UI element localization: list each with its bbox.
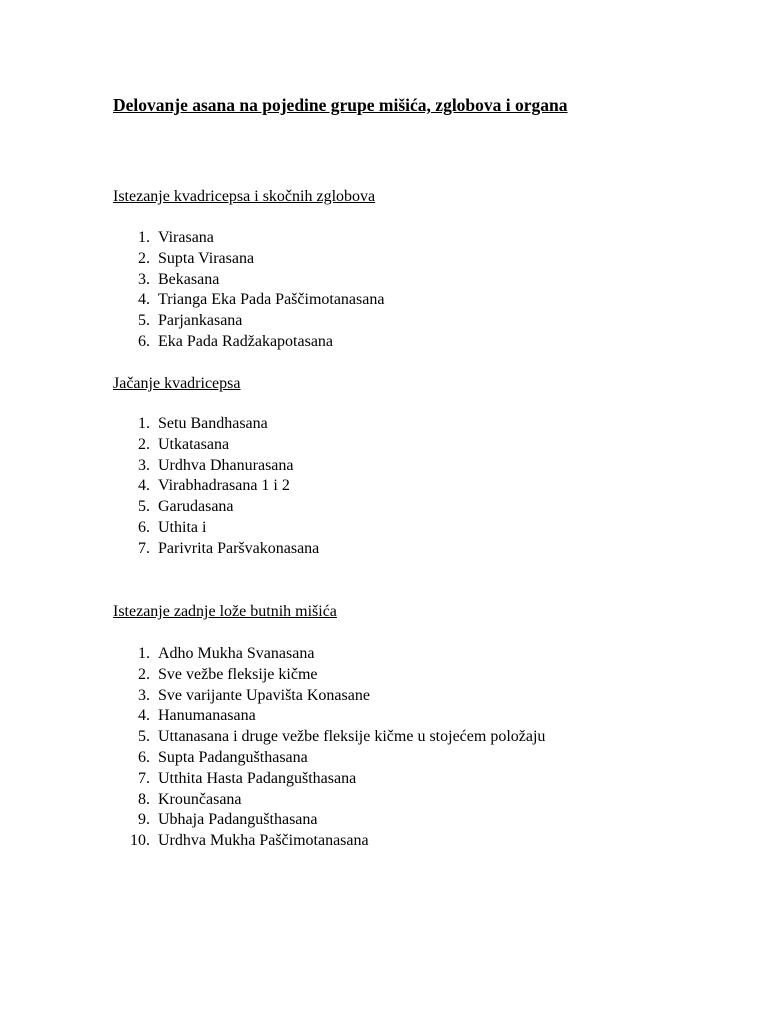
list-item bbox=[113, 769, 545, 790]
list-item-number: 3. bbox=[138, 456, 150, 474]
list-item-label: Urdhva Dhanurasana bbox=[158, 456, 294, 474]
list-item-number: 1. bbox=[138, 229, 150, 246]
list-item-label: Hanumanasana bbox=[158, 707, 256, 725]
list-item-label: Urdhva Mukha Paščimotanasana bbox=[158, 832, 369, 850]
list-item-label: Virasana bbox=[158, 229, 214, 246]
list-item bbox=[113, 831, 545, 852]
list-item-number: 5. bbox=[138, 728, 150, 746]
list-item-number: 6. bbox=[138, 748, 150, 766]
list-item-label: Utkatasana bbox=[158, 435, 230, 453]
list-item bbox=[113, 414, 319, 435]
asana-list-quadriceps-ankle-stretch bbox=[113, 228, 384, 353]
section-heading-hamstring-stretch: Istezanje zadnje lože butnih mišića bbox=[113, 603, 337, 620]
list-item-number: 5. bbox=[138, 498, 150, 516]
list-item-number: 4. bbox=[138, 477, 150, 495]
list-item bbox=[113, 497, 319, 518]
list-item-number: 1. bbox=[138, 645, 150, 662]
section-heading-quadriceps-strengthening: Jačanje kvadricepsa bbox=[113, 375, 241, 392]
list-item-label: Bekasana bbox=[158, 270, 220, 288]
list-item bbox=[113, 456, 319, 477]
list-item-number: 2. bbox=[138, 435, 150, 453]
list-item-number: 2. bbox=[138, 665, 150, 683]
list-item-label: Supta Virasana bbox=[158, 249, 255, 267]
list-item bbox=[113, 435, 319, 456]
list-item-label: Krounčasana bbox=[158, 790, 242, 808]
list-item-label: Uttanasana i druge vežbe fleksije kičme u stojećem položaju bbox=[158, 728, 546, 746]
list-item bbox=[113, 270, 384, 291]
list-item bbox=[113, 476, 319, 497]
list-item-label: Sve vežbe fleksije kičme bbox=[158, 665, 318, 683]
section-heading-quadriceps-ankle-stretch: Istezanje kvadricepsa i skočnih zglobova bbox=[113, 188, 376, 205]
list-item-number: 1. bbox=[138, 415, 150, 432]
list-item bbox=[113, 644, 545, 665]
list-item bbox=[113, 748, 545, 769]
list-item bbox=[113, 810, 545, 831]
list-item-label: Eka Pada Radžakapotasana bbox=[158, 332, 334, 350]
list-item-label: Supta Padangušthasana bbox=[158, 748, 308, 766]
list-item bbox=[113, 706, 545, 727]
asana-list-quadriceps-strengthening bbox=[113, 414, 319, 560]
list-item-number: 4. bbox=[138, 291, 150, 309]
list-item-label: Virabhadrasana 1 i 2 bbox=[158, 477, 290, 495]
list-item bbox=[113, 518, 319, 539]
list-item-number: 3. bbox=[138, 270, 150, 288]
list-item bbox=[113, 686, 545, 707]
list-item-number: 6. bbox=[138, 332, 150, 350]
list-item-number: 4. bbox=[138, 707, 150, 725]
list-item-label: Setu Bandhasana bbox=[158, 415, 268, 432]
list-item-number: 2. bbox=[138, 249, 150, 267]
list-item-label: Utthita Hasta Padangušthasana bbox=[158, 769, 357, 787]
list-item bbox=[113, 228, 384, 249]
list-item-number: 5. bbox=[138, 312, 150, 330]
list-item-label: Uthita i bbox=[158, 518, 207, 536]
asana-list-hamstring-stretch bbox=[113, 644, 545, 852]
list-item bbox=[113, 539, 319, 560]
list-item-number: 3. bbox=[138, 686, 150, 704]
list-item bbox=[113, 665, 545, 686]
list-item-label: Parjankasana bbox=[158, 312, 243, 330]
list-item bbox=[113, 727, 545, 748]
list-item bbox=[113, 290, 384, 311]
list-item bbox=[113, 311, 384, 332]
list-item-number: 7. bbox=[138, 769, 150, 787]
document-title: Delovanje asana na pojedine grupe mišića, zglobova i organa bbox=[113, 95, 568, 115]
list-item-label: Trianga Eka Pada Paščimotanasana bbox=[158, 291, 385, 309]
list-item-number: 10. bbox=[130, 832, 150, 850]
list-item-label: Adho Mukha Svanasana bbox=[158, 645, 315, 662]
list-item-number: 8. bbox=[138, 790, 150, 808]
list-item-number: 9. bbox=[138, 811, 150, 829]
list-item-label: Ubhaja Padangušthasana bbox=[158, 811, 318, 829]
list-item bbox=[113, 332, 384, 353]
list-item bbox=[113, 790, 545, 811]
list-item-label: Sve varijante Upavišta Konasane bbox=[158, 686, 370, 704]
list-item bbox=[113, 249, 384, 270]
list-item-number: 7. bbox=[138, 539, 150, 557]
list-item-number: 6. bbox=[138, 518, 150, 536]
list-item-label: Garudasana bbox=[158, 498, 234, 516]
list-item-label: Parivrita Paršvakonasana bbox=[158, 539, 320, 557]
